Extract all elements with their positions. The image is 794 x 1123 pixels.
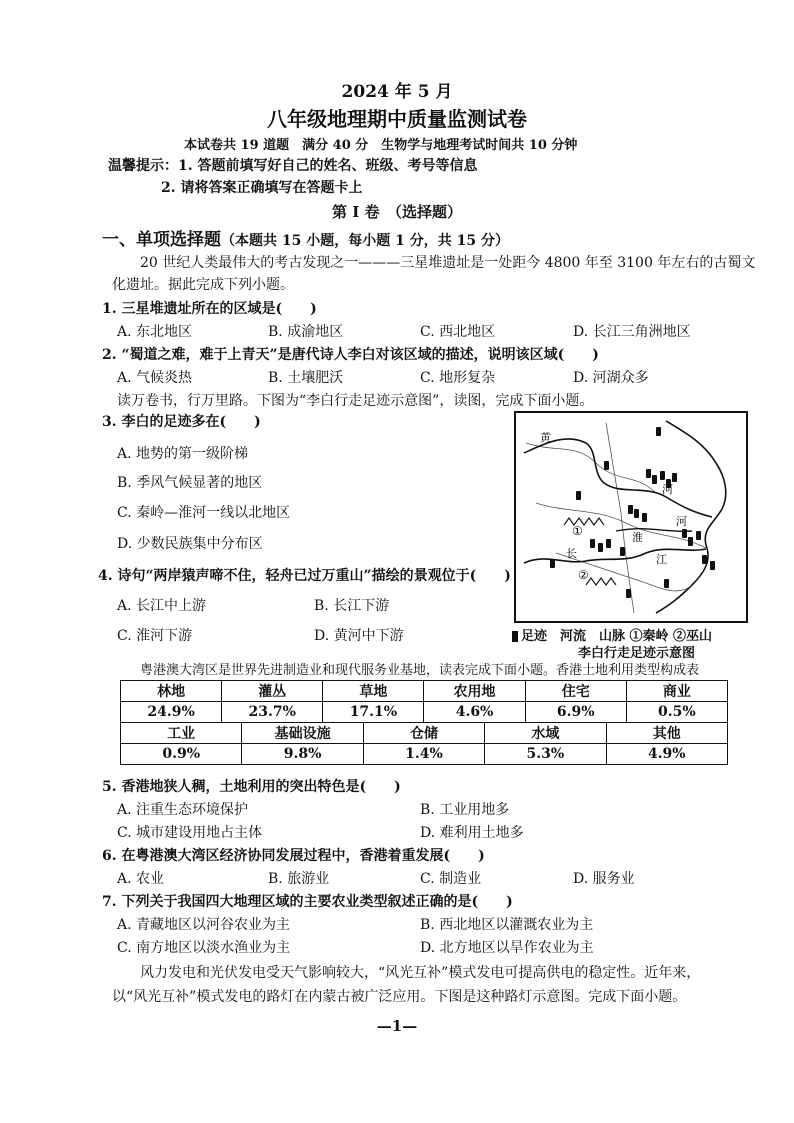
table-value-row bbox=[121, 744, 728, 765]
table-cell: 商业 bbox=[626, 681, 727, 702]
q7-option-a[interactable]: A. 青藏地区以河谷农业为主 bbox=[117, 917, 291, 933]
q2-option-d[interactable]: D. 河湖众多 bbox=[573, 370, 649, 386]
exam-date: 2024 年 5 月 bbox=[341, 82, 453, 102]
land-use-table-row1 bbox=[120, 680, 728, 723]
label-wushan-marker: ② bbox=[578, 568, 589, 582]
table-cell: 4.9% bbox=[606, 744, 727, 765]
intro-3-text: 粤港澳大湾区是世界先进制造业和现代服务业基地，读表完成下面小题。 bbox=[140, 663, 557, 678]
q3-option-b[interactable]: B. 季风气候显著的地区 bbox=[117, 475, 263, 491]
footprint-icon bbox=[626, 589, 631, 598]
table-cell: 5.3% bbox=[485, 744, 606, 765]
footprint-icon bbox=[710, 561, 715, 570]
q1-option-b[interactable]: B. 成渝地区 bbox=[268, 324, 344, 340]
q7-option-c[interactable]: C. 南方地区以淡水渔业为主 bbox=[117, 940, 291, 956]
table-value-row bbox=[121, 702, 728, 723]
intro-1-line-2: 化遗址。据此完成下列小题。 bbox=[112, 277, 294, 293]
tip-line-2: 2. 请将答案正确填写在答题卡上 bbox=[161, 180, 363, 196]
intro-4-line-1: 风力发电和光伏发电受天气影响较大，“风光互补”模式发电可提高供电的稳定性。近年来， bbox=[140, 965, 701, 981]
q2-option-c[interactable]: C. 地形复杂 bbox=[420, 370, 496, 386]
table-cell: 工业 bbox=[121, 723, 242, 744]
q4-option-a[interactable]: A. 长江中上游 bbox=[117, 598, 207, 614]
huai-river bbox=[616, 529, 692, 532]
table-cell: 基础设施 bbox=[242, 723, 363, 744]
label-huang: 黄 bbox=[540, 431, 551, 444]
q3-option-c[interactable]: C. 秦岭—淮河一线以北地区 bbox=[117, 505, 291, 521]
table-cell: 6.9% bbox=[525, 702, 626, 723]
q1-option-d[interactable]: D. 长江三角洲地区 bbox=[573, 324, 691, 340]
table-cell: 水域 bbox=[485, 723, 606, 744]
table-cell: 9.8% bbox=[242, 744, 363, 765]
footprint-icon bbox=[642, 513, 647, 522]
volume-title: 第 I 卷 （选择题） bbox=[332, 203, 462, 221]
table-header-row bbox=[121, 723, 728, 744]
footprint-icon bbox=[550, 559, 555, 568]
q6-option-c[interactable]: C. 制造业 bbox=[420, 871, 482, 887]
q6-stem: 6. 在粤港澳大湾区经济协同发展过程中，香港着重发展( ) bbox=[102, 848, 485, 864]
footprint-icon bbox=[598, 543, 603, 552]
table-cell: 林地 bbox=[121, 681, 222, 702]
q2-option-b[interactable]: B. 土壤肥沃 bbox=[268, 370, 344, 386]
footprint-icon bbox=[652, 475, 657, 484]
table-cell: 草地 bbox=[323, 681, 424, 702]
border-line bbox=[606, 423, 634, 613]
table-cell: 0.9% bbox=[121, 744, 242, 765]
q5-option-a[interactable]: A. 注重生态环境保护 bbox=[117, 802, 249, 818]
label-he2: 河 bbox=[676, 515, 687, 528]
q5-stem: 5. 香港地狭人稠，土地利用的突出特色是( ) bbox=[102, 779, 401, 795]
q3-option-a[interactable]: A. 地势的第一级阶梯 bbox=[117, 446, 249, 462]
q5-option-b[interactable]: B. 工业用地多 bbox=[420, 802, 510, 818]
wushan-mountain bbox=[586, 578, 616, 585]
q4-option-d[interactable]: D. 黄河中下游 bbox=[314, 628, 404, 644]
section-heading-note: （本题共 15 小题，每小题 1 分，共 15 分） bbox=[221, 233, 509, 249]
footprint-icon bbox=[634, 509, 639, 518]
table-cell: 仓储 bbox=[363, 723, 484, 744]
table-cell: 住宅 bbox=[525, 681, 626, 702]
footprint-icon bbox=[628, 505, 633, 514]
page-number: —1— bbox=[376, 1017, 418, 1035]
footprint-icon bbox=[702, 555, 707, 564]
tip-line-1: 温馨提示：1. 答题前填写好自己的姓名、班级、考号等信息 bbox=[108, 158, 478, 174]
exam-title: 八年级地理期中质量监测试卷 bbox=[267, 107, 527, 131]
q1-option-a[interactable]: A. 东北地区 bbox=[117, 324, 193, 340]
q3-option-d[interactable]: D. 少数民族集中分布区 bbox=[117, 536, 263, 552]
table-title: 香港土地利用类型构成表 bbox=[556, 663, 700, 678]
intro-2: 读万卷书，行万里路。下图为“李白行走足迹示意图”，读图，完成下面小题。 bbox=[117, 393, 594, 409]
table-cell: 0.5% bbox=[626, 702, 727, 723]
yellow-river bbox=[524, 439, 712, 517]
table-cell: 灌丛 bbox=[222, 681, 323, 702]
intro-1-line-1: 20 世纪人类最伟大的考古发现之一———三星堆遗址是一处距今 4800 年至 3100 年左右的古蜀文 bbox=[140, 255, 756, 271]
intro-4-line-2: 以“风光互补”模式发电的路灯在内蒙古被广泛应用。下图是这种路灯示意图。完成下面小题。 bbox=[112, 989, 687, 1005]
footprint-icon bbox=[682, 529, 687, 538]
label-huai: 淮 bbox=[632, 531, 643, 544]
exam-info: 本试卷共 19 道题 满分 40 分 生物学与地理考试时间共 10 分钟 bbox=[184, 138, 578, 153]
q5-option-d[interactable]: D. 难利用土地多 bbox=[420, 825, 524, 841]
footprint-icon bbox=[590, 539, 595, 548]
qinling-mountain bbox=[564, 518, 604, 525]
label-he: 河 bbox=[662, 483, 673, 496]
footprint-icon bbox=[696, 531, 701, 540]
map-caption: 李白行走足迹示意图 bbox=[578, 646, 696, 661]
footprint-icon bbox=[656, 427, 661, 436]
q4-option-b[interactable]: B. 长江下游 bbox=[314, 598, 390, 614]
table-cell: 23.7% bbox=[222, 702, 323, 723]
footprint-markers bbox=[550, 427, 715, 598]
q4-stem: 4. 诗句“两岸猿声啼不住，轻舟已过万重山”描绘的景观位于( ) bbox=[98, 568, 511, 584]
table-cell: 24.9% bbox=[121, 702, 222, 723]
footprint-icon bbox=[620, 547, 625, 556]
label-chang: 长 bbox=[566, 547, 577, 560]
section-heading-label: 一、单项选择题 bbox=[102, 230, 221, 250]
table-cell: 1.4% bbox=[363, 744, 484, 765]
q1-stem: 1. 三星堆遗址所在的区域是( ) bbox=[102, 301, 317, 317]
q7-option-d[interactable]: D. 北方地区以旱作农业为主 bbox=[420, 940, 594, 956]
q6-option-d[interactable]: D. 服务业 bbox=[573, 871, 635, 887]
intro-3 bbox=[140, 659, 699, 678]
label-jiang: 江 bbox=[656, 553, 667, 566]
table-header-row bbox=[121, 681, 728, 702]
q3-stem: 3. 李白的足迹多在( ) bbox=[102, 414, 261, 430]
section-heading bbox=[102, 225, 509, 250]
q4-option-c[interactable]: C. 淮河下游 bbox=[117, 628, 193, 644]
q6-option-b[interactable]: B. 旅游业 bbox=[268, 871, 330, 887]
table-cell: 4.6% bbox=[424, 702, 525, 723]
table-cell: 其他 bbox=[606, 723, 727, 744]
libai-footprint-map bbox=[514, 411, 748, 623]
border-line bbox=[526, 443, 656, 493]
q7-option-b[interactable]: B. 西北地区以灌溉农业为主 bbox=[420, 917, 594, 933]
footprint-icon bbox=[672, 473, 677, 482]
footprint-legend-icon bbox=[512, 631, 518, 642]
q5-option-c[interactable]: C. 城市建设用地占主体 bbox=[117, 825, 263, 841]
footprint-icon bbox=[604, 461, 609, 470]
footprint-icon bbox=[660, 471, 665, 480]
q1-option-c[interactable]: C. 西北地区 bbox=[420, 324, 496, 340]
land-use-table-row2 bbox=[120, 722, 728, 765]
map-drawing bbox=[516, 413, 746, 621]
table-cell: 17.1% bbox=[323, 702, 424, 723]
q7-stem: 7. 下列关于我国四大地理区域的主要农业类型叙述正确的是( ) bbox=[102, 894, 513, 910]
footprint-icon bbox=[606, 539, 611, 548]
map-legend-text: 足迹 河流 山脉 ①秦岭 ②巫山 bbox=[521, 629, 713, 644]
q6-option-a[interactable]: A. 农业 bbox=[117, 871, 165, 887]
q2-stem: 2. “蜀道之难，难于上青天”是唐代诗人李白对该区域的描述，说明该区域( ) bbox=[102, 347, 599, 363]
footprint-icon bbox=[688, 537, 693, 546]
table-cell: 农用地 bbox=[424, 681, 525, 702]
footprint-icon bbox=[576, 491, 581, 500]
footprint-icon bbox=[646, 469, 651, 478]
footprint-icon bbox=[664, 579, 669, 588]
label-qinling-marker: ① bbox=[572, 524, 583, 538]
q2-option-a[interactable]: A. 气候炎热 bbox=[117, 370, 193, 386]
